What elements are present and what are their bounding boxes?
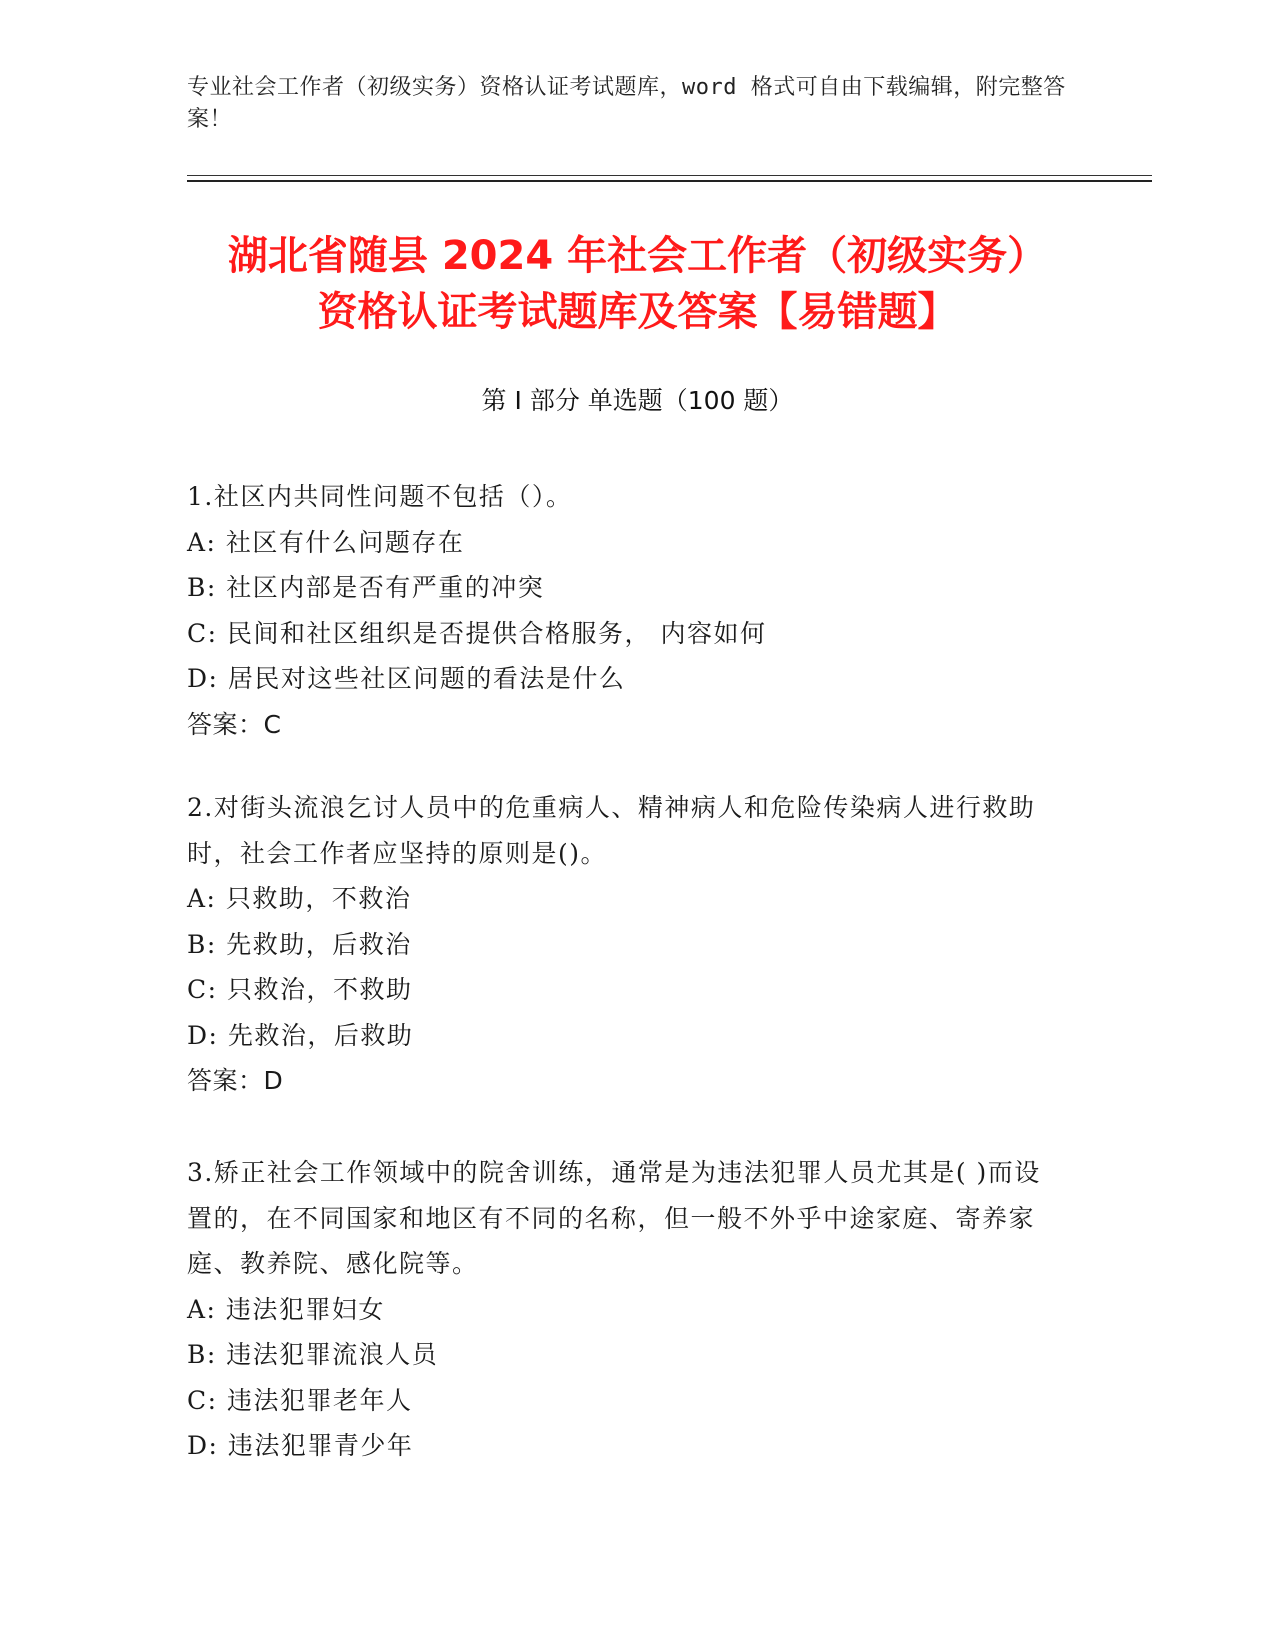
option-c: C: 民间和社区组织是否提供合格服务， 内容如何 [187, 618, 767, 648]
document-title [140, 228, 1135, 340]
question-2 [187, 785, 1067, 1104]
question-stem: 3.矫正社会工作领域中的院舍训练，通常是为违法犯罪人员尤其是( )而设置的，在不同国家和地区有不同的名称，但一般不外乎中途家庭、寄养家庭、教养院、感化院等。 [187, 1158, 1041, 1278]
option-a: A: 社区有什么问题存在 [187, 527, 465, 557]
option-d: D: 违法犯罪青少年 [187, 1431, 414, 1460]
question-3 [187, 1150, 1067, 1469]
title-line-2: 资格认证考试题库及答案【易错题】 [317, 289, 958, 335]
answer: 答案：D [187, 1066, 284, 1095]
option-b: B: 社区内部是否有严重的冲突 [187, 573, 545, 602]
answer: 答案：C [187, 709, 282, 739]
header-note: 专业社会工作者（初级实务）资格认证考试题库，word 格式可自由下载编辑，附完整答案！ [187, 75, 1066, 132]
title-line-1: 湖北省随县 2024 年社会工作者（初级实务） [227, 233, 1048, 279]
option-a: A: 违法犯罪妇女 [187, 1294, 385, 1324]
option-a: A: 只救助，不救治 [187, 884, 412, 913]
option-b: B: 先救助，后救治 [187, 929, 412, 959]
header-divider-thin [187, 175, 1152, 176]
question-stem: 1.社区内共同性问题不包括（）。 [187, 482, 573, 511]
option-d: D: 居民对这些社区问题的看法是什么 [187, 664, 626, 693]
question-stem: 2.对街头流浪乞讨人员中的危重病人、精神病人和危险传染病人进行救助时，社会工作者应坚持的原则是()。 [187, 793, 1036, 868]
option-c: C: 只救治，不救助 [187, 975, 413, 1004]
header-divider-thick [187, 180, 1152, 182]
option-b: B: 违法犯罪流浪人员 [187, 1340, 439, 1369]
question-1 [187, 474, 1067, 747]
option-d: D: 先救治，后救助 [187, 1020, 414, 1050]
option-c: C: 违法犯罪老年人 [187, 1385, 413, 1415]
section-heading: 第 I 部分 单选题（100 题） [481, 386, 794, 415]
